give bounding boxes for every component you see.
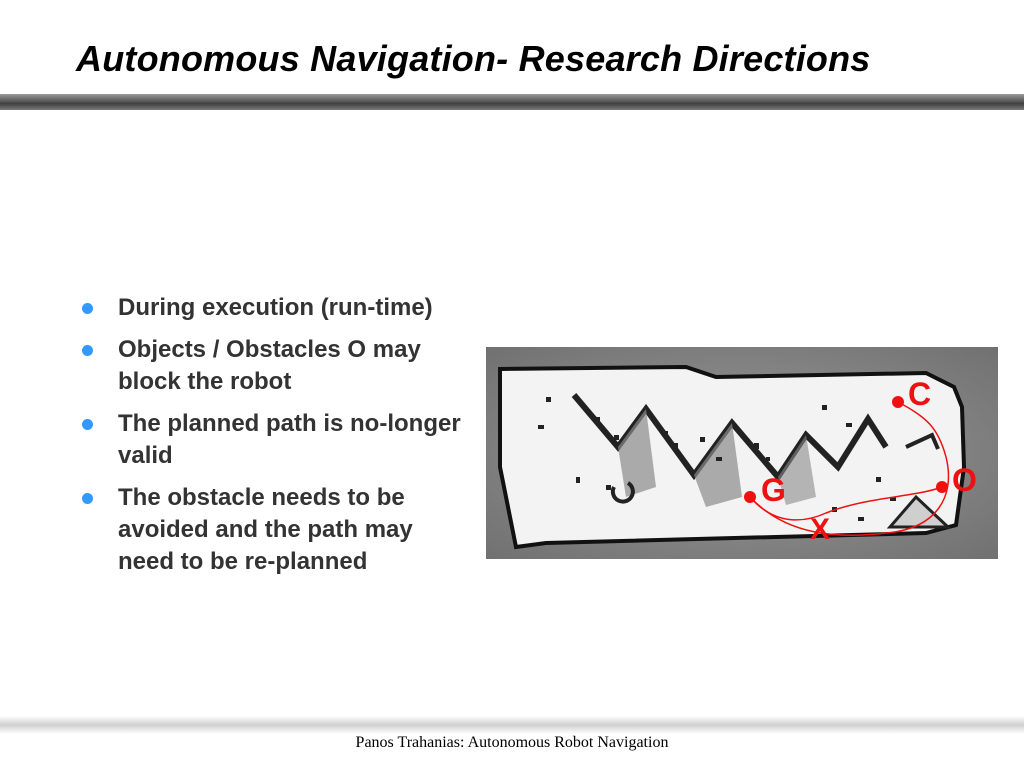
slide-title: Autonomous Navigation- Research Directions: [76, 38, 871, 79]
bullet-dot-icon: [82, 303, 93, 314]
bullet-item: [80, 334, 470, 398]
obstacle-label: O: [952, 462, 977, 498]
bullet-dot-icon: [82, 345, 93, 356]
slide-footer: [0, 734, 1024, 752]
footer-text: Panos Trahanias: Autonomous Robot Navigation: [355, 734, 669, 751]
bullet-dot-icon: [82, 419, 93, 430]
current-position-marker: [892, 396, 904, 408]
obstacle-marker: [936, 481, 948, 493]
goal-label: G: [761, 472, 786, 508]
goal-marker: [744, 491, 756, 503]
bullet-item: [80, 482, 470, 578]
footer-divider: [0, 716, 1024, 734]
bullet-text: During execution (run-time): [118, 294, 433, 321]
occupancy-map: [486, 347, 998, 559]
bullet-dot-icon: [82, 493, 93, 504]
title-divider: [0, 94, 1024, 110]
blocked-label: X: [810, 513, 831, 546]
bullet-text: The obstacle needs to be avoided and the path may need to be re-planned: [118, 484, 413, 575]
current-position-label: C: [908, 376, 932, 412]
bullet-text: Objects / Obstacles O may block the robot: [118, 336, 421, 395]
bullet-item: [80, 292, 470, 324]
bullet-item: [80, 408, 470, 472]
bullet-list: [80, 292, 470, 588]
bullet-text: The planned path is no-longer valid: [118, 410, 461, 469]
